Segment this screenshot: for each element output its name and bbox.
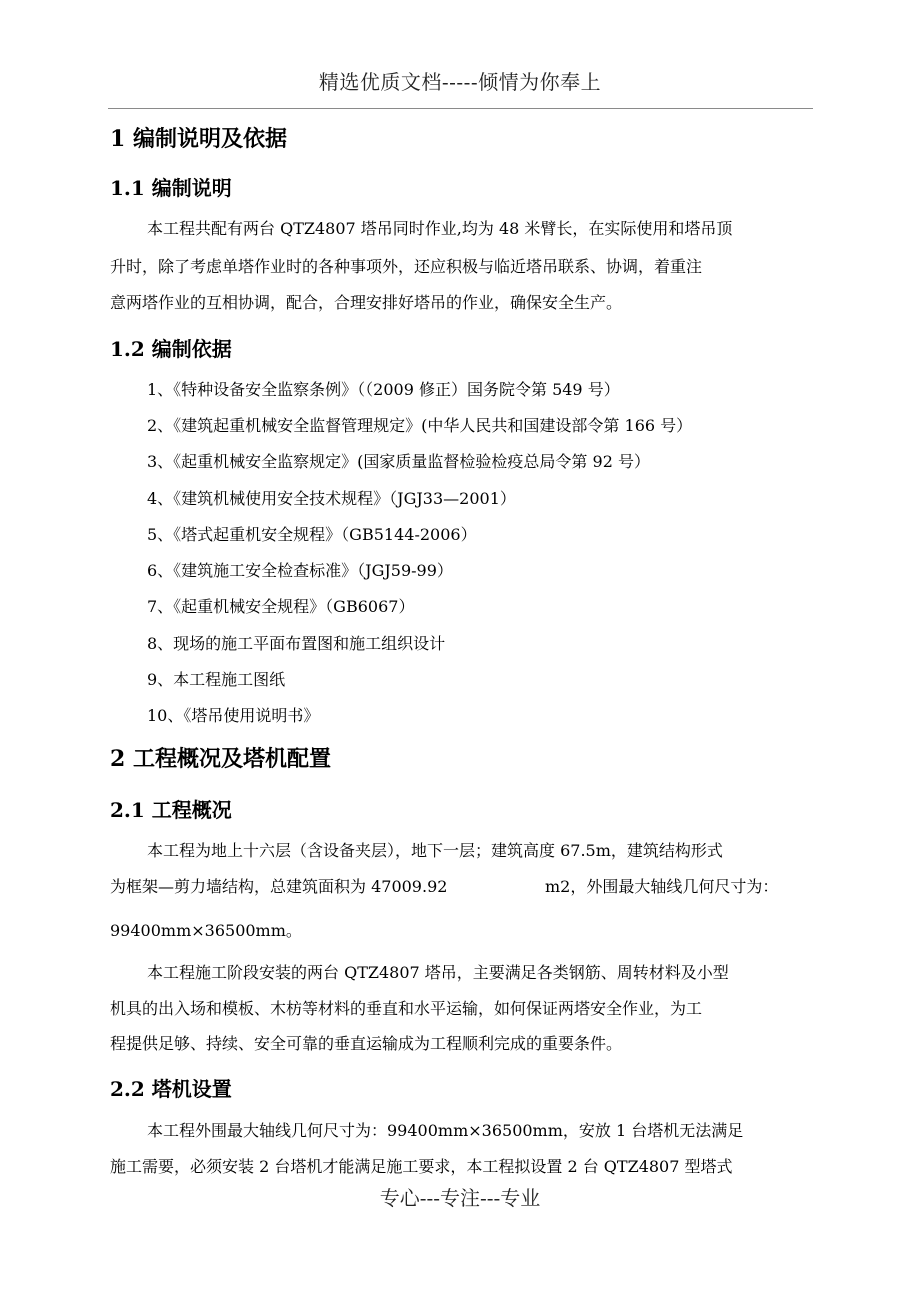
list-item: 10、《塔吊使用说明书》: [147, 706, 320, 725]
section-2-1-title: 2.1 工程概况: [110, 798, 232, 822]
section-2-2-title: 2.2 塔机设置: [110, 1077, 232, 1101]
paragraph-line: 机具的出入场和模板、木枋等材料的垂直和水平运输，如何保证两塔安全作业，为工: [110, 999, 703, 1018]
page-header: 精选优质文档-----倾情为你奉上: [318, 70, 602, 94]
list-item: 5、《塔式起重机安全规程》（GB5144-2006）: [147, 525, 477, 544]
paragraph-line: m2，外围最大轴线几何尺寸为：: [545, 877, 779, 896]
list-item: 9、本工程施工图纸: [147, 670, 286, 689]
list-item: 3、《起重机械安全监察规定》(国家质量监督检验检疫总局令第 92 号）: [147, 452, 650, 471]
list-item: 6、《建筑施工安全检查标准》（JGJ59-99）: [147, 561, 453, 580]
list-item: 2、《建筑起重机械安全监督管理规定》(中华人民共和国建设部令第 166 号）: [147, 416, 693, 435]
section-1-1-title: 1.1 编制说明: [110, 176, 232, 200]
paragraph-line: 本工程为地上十六层（含设备夹层），地下一层；建筑高度 67.5m，建筑结构形式: [147, 841, 723, 860]
list-item: 4、《建筑机械使用安全技术规程》（JGJ33—2001）: [147, 489, 516, 508]
header-divider: [108, 108, 813, 109]
paragraph-line: 升时，除了考虑单塔作业时的各种事项外，还应积极与临近塔吊联系、协调，着重注: [110, 257, 703, 276]
paragraph-line: 为框架—剪力墙结构，总建筑面积为 47009.92: [110, 877, 448, 896]
section-1-title: 1 编制说明及依据: [110, 126, 287, 152]
paragraph-line: 程提供足够、持续、安全可靠的垂直运输成为工程顺利完成的重要条件。: [110, 1034, 623, 1053]
section-1-2-title: 1.2 编制依据: [110, 337, 232, 361]
paragraph-line: 99400mm×36500mm。: [110, 921, 302, 940]
section-2-title: 2 工程概况及塔机配置: [110, 746, 331, 772]
paragraph-line: 本工程共配有两台 QTZ4807 塔吊同时作业,均为 48 米臂长，在实际使用和塔吊顶: [147, 219, 733, 238]
paragraph-line: 施工需要，必须安装 2 台塔机才能满足施工要求，本工程拟设置 2 台 QTZ4807 型塔式: [110, 1157, 733, 1176]
list-item: 1、《特种设备安全监察条例》（（2009 修正）国务院令第 549 号）: [147, 380, 620, 399]
paragraph-line: 意两塔作业的互相协调，配合，合理安排好塔吊的作业，确保安全生产。: [110, 293, 623, 312]
page-footer: 专心---专注---专业: [379, 1186, 541, 1210]
list-item: 8、现场的施工平面布置图和施工组织设计: [147, 634, 446, 653]
paragraph-line: 本工程外围最大轴线几何尺寸为：99400mm×36500mm，安放 1 台塔机无法满足: [147, 1121, 744, 1140]
list-item: 7、《起重机械安全规程》（GB6067）: [147, 597, 415, 616]
paragraph-line: 本工程施工阶段安装的两台 QTZ4807 塔吊，主要满足各类钢筋、周转材料及小型: [147, 963, 729, 982]
